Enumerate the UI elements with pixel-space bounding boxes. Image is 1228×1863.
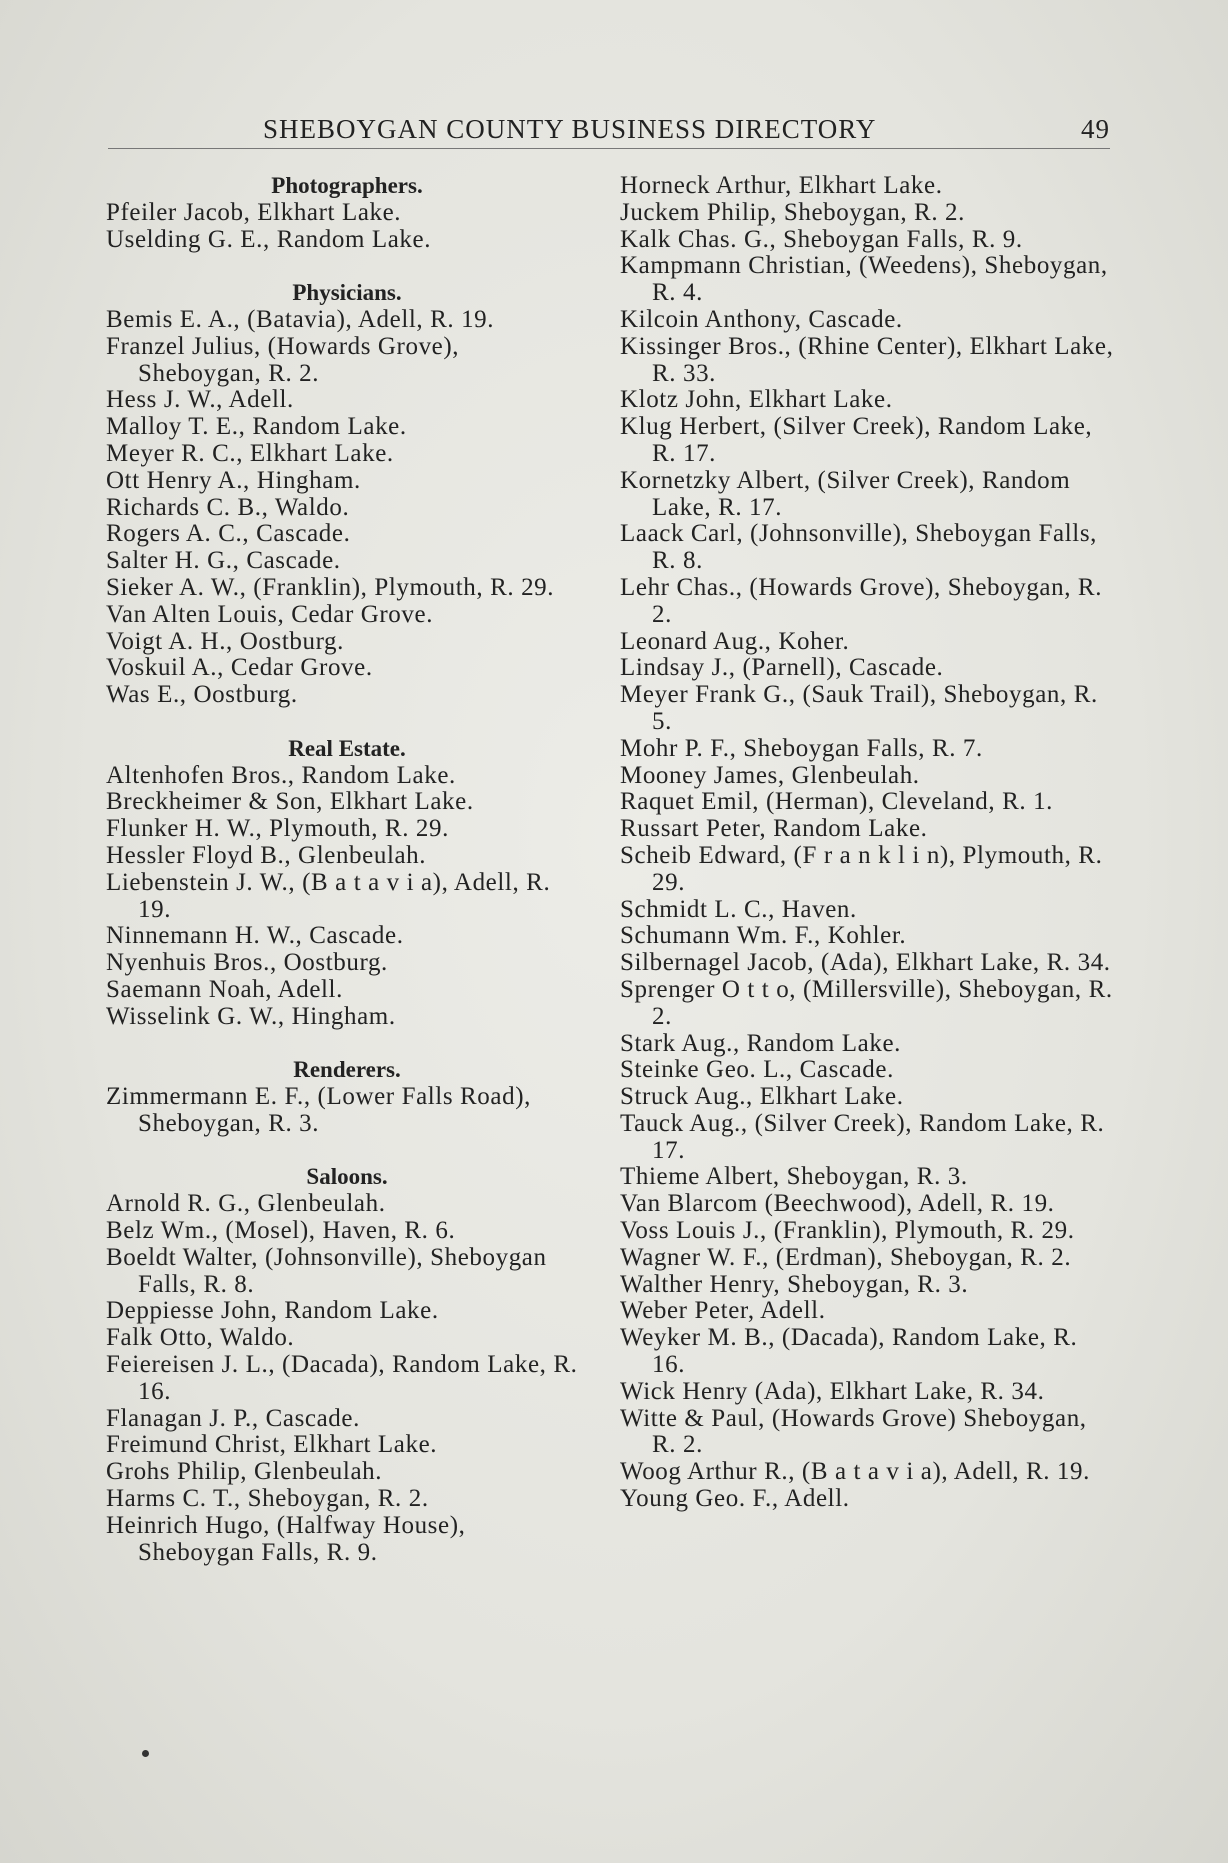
list-item: Wick Henry (Ada), Elkhart Lake, R. 34. [620,1377,1045,1405]
list-item: Malloy T. E., Random Lake. [106,413,407,441]
list-item: Voigt A. H., Oostburg. [106,627,345,655]
entry-list [106,1084,588,1138]
list-item: Pfeiler Jacob, Elkhart Lake. [106,198,402,226]
list-item: Zimmermann E. F., (Lower Falls Road), Sheboygan, R. 3. [106,1083,531,1137]
list-item: Voskuil A., Cedar Grove. [106,654,373,682]
list-item: Steinke Geo. L., Cascade. [620,1056,894,1084]
list-item: Arnold R. G., Glenbeulah. [106,1190,386,1218]
list-item: Bemis E. A., (Batavia), Adell, R. 19. [106,305,495,333]
list-item: Young Geo. F., Adell. [620,1485,850,1513]
section-heading: Saloons. [306,1164,388,1190]
list-item: Horneck Arthur, Elkhart Lake. [620,172,943,199]
list-item: Wisselink G. W., Hingham. [106,1002,396,1030]
list-item: Tauck Aug., (Silver Creek), Random Lake, R. 17. [620,1109,1105,1164]
list-item: Sprenger O t t o, (Millersville), Sheboygan, R. 2. [620,975,1113,1030]
list-item: Klug Herbert, (Silver Creek), Random Lake, R. 17. [620,413,1093,467]
list-item: Wagner W. F., (Erdman), Sheboygan, R. 2. [620,1243,1072,1271]
list-item: Belz Wm., (Mosel), Haven, R. 6. [106,1217,456,1245]
list-item: Salter H. G., Cascade. [106,547,341,575]
list-item: Kissinger Bros., (Rhine Center), Elkhart Lake, R. 33. [620,332,1114,387]
list-item: Lehr Chas., (Howards Grove), Sheboygan, R. 2. [620,573,1103,628]
list-item: Van Blarcom (Beechwood), Adell, R. 19. [620,1190,1055,1218]
ink-dot [142,1750,149,1757]
list-item: Boeldt Walter, (Johnsonville), Sheboygan Falls, R. 8. [106,1243,547,1298]
entry-list [106,307,588,709]
list-item: Feiereisen J. L., (Dacada), Random Lake, R. 16. [106,1351,578,1405]
list-item: Leonard Aug., Koher. [620,627,850,655]
list-item: Harms C. T., Sheboygan, R. 2. [106,1485,429,1513]
section-renderers [106,1057,588,1137]
section-saloons [106,1164,588,1566]
section-heading: Renderers. [293,1057,401,1083]
list-item: Weyker M. B., (Dacada), Random Lake, R. 16. [620,1324,1078,1379]
list-item: Witte & Paul, (Howards Grove) Sheboygan, R. 2. [620,1404,1087,1459]
entry-list [106,200,588,254]
section-heading: Real Estate. [288,735,406,761]
list-item: Meyer R. C., Elkhart Lake. [106,439,394,467]
list-item: Franzel Julius, (Howards Grove), Sheboygan, R. 2. [106,332,460,387]
list-item: Silbernagel Jacob, (Ada), Elkhart Lake, R. 34. [620,949,1111,977]
list-item: Stark Aug., Random Lake. [620,1029,902,1057]
section-heading: Physicians. [292,280,402,306]
list-item: Kampmann Christian, (Weedens), Sheboygan, R. 4. [620,252,1108,307]
section-heading: Photographers. [271,173,423,198]
list-item: Thieme Albert, Sheboygan, R. 3. [620,1163,968,1191]
left-column [106,173,588,1566]
list-item: Rogers A. C., Cascade. [106,520,351,548]
list-item: Lindsay J., (Parnell), Cascade. [620,654,944,682]
list-item: Russart Peter, Random Lake. [620,815,928,843]
list-item: Saemann Noah, Adell. [106,975,343,1003]
list-item: Altenhofen Bros., Random Lake. [106,761,456,789]
list-item: Raquet Emil, (Herman), Cleveland, R. 1. [620,788,1054,816]
list-item: Kilcoin Anthony, Cascade. [620,305,903,333]
list-item: Schumann Wm. F., Kohler. [620,922,907,950]
list-item: Flunker H. W., Plymouth, R. 29. [106,815,449,843]
list-item: Breckheimer & Son, Elkhart Lake. [106,788,474,816]
list-item: Van Alten Louis, Cedar Grove. [106,600,434,628]
list-item: Kalk Chas. G., Sheboygan Falls, R. 9. [620,225,1023,253]
list-item: Mohr P. F., Sheboygan Falls, R. 7. [620,734,983,762]
list-item: Nyenhuis Bros., Oostburg. [106,949,388,977]
list-item: Liebenstein J. W., (B a t a v i a), Adell, R. 19. [106,868,551,923]
list-item: Struck Aug., Elkhart Lake. [620,1083,904,1111]
list-item: Walther Henry, Sheboygan, R. 3. [620,1270,969,1298]
section-real-estate [106,736,588,1031]
list-item: Uselding G. E., Random Lake. [106,225,432,253]
entry-list [106,1191,588,1566]
list-item: Laack Carl, (Johnsonville), Sheboygan Falls, R. 8. [620,520,1098,575]
right-column [620,173,1115,1513]
entry-list [106,763,588,1031]
list-item: Kornetzky Albert, (Silver Creek), Random Lake, R. 17. [620,466,1071,521]
section-physicians [106,280,588,709]
list-item: Weber Peter, Adell. [620,1297,826,1325]
list-item: Ott Henry A., Hingham. [106,466,361,494]
list-item: Mooney James, Glenbeulah. [620,761,920,789]
list-item: Hess J. W., Adell. [106,386,294,414]
list-item: Scheib Edward, (F r a n k l i n), Plymouth, R. 29. [620,841,1103,896]
list-item: Grohs Philip, Glenbeulah. [106,1458,383,1486]
list-item: Juckem Philip, Sheboygan, R. 2. [620,198,965,226]
list-item: Meyer Frank G., (Sauk Trail), Sheboygan, R. 5. [620,681,1098,735]
list-item: Schmidt L. C., Haven. [620,895,857,923]
list-item: Deppiesse John, Random Lake. [106,1297,439,1325]
list-item: Was E., Oostburg. [106,681,298,709]
list-item: Hessler Floyd B., Glenbeulah. [106,841,427,869]
entry-list [620,173,1115,1513]
list-item: Falk Otto, Waldo. [106,1324,295,1352]
list-item: Ninnemann H. W., Cascade. [106,922,404,950]
section-photographers [106,173,588,253]
list-item: Flanagan J. P., Cascade. [106,1404,360,1432]
page-number: 49 [1081,114,1110,144]
running-title: SHEBOYGAN COUNTY BUSINESS DIRECTORY [263,114,877,144]
list-item: Klotz John, Elkhart Lake. [620,386,893,414]
list-item: Freimund Christ, Elkhart Lake. [106,1431,438,1459]
page-header [108,112,1110,149]
list-item: Heinrich Hugo, (Halfway House), Sheboygan Falls, R. 9. [106,1511,466,1566]
list-item: Woog Arthur R., (B a t a v i a), Adell, R. 19. [620,1458,1090,1486]
list-item: Voss Louis J., (Franklin), Plymouth, R. 29. [620,1217,1075,1245]
list-item: Richards C. B., Waldo. [106,493,350,521]
list-item: Sieker A. W., (Franklin), Plymouth, R. 29. [106,573,555,601]
